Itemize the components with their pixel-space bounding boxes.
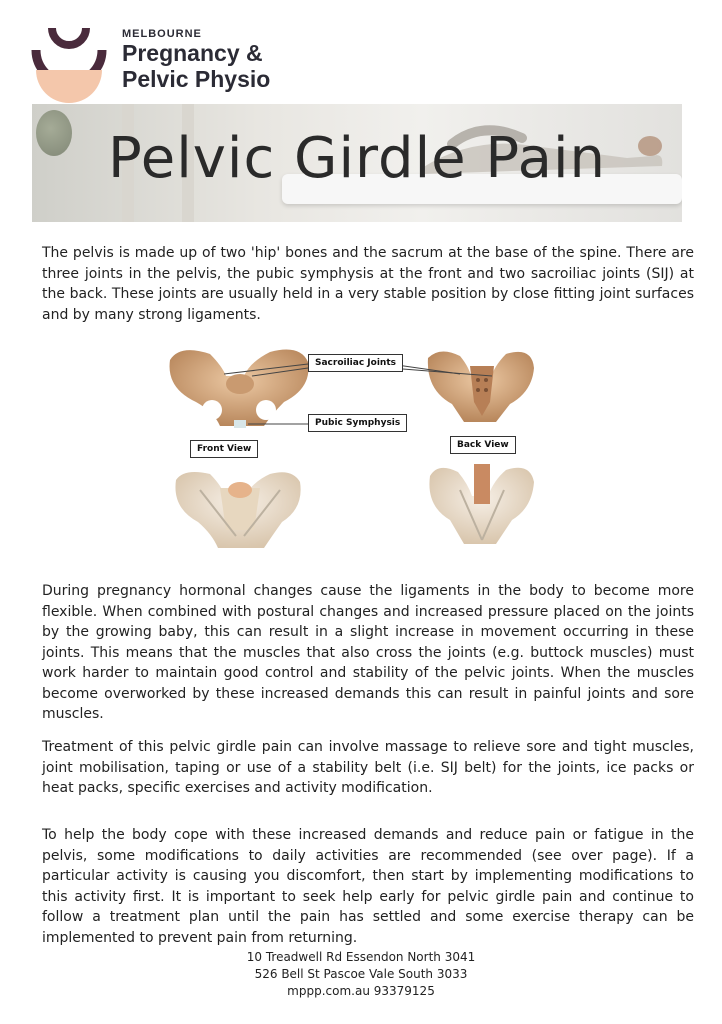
logo-text (122, 28, 270, 92)
front-ligament-image (175, 472, 300, 548)
pelvis-anatomy-figure (160, 340, 560, 560)
footer (0, 949, 722, 1000)
sacroiliac-joints-label: Sacroiliac Joints (308, 354, 403, 372)
logo-line-1: Pregnancy & (122, 40, 263, 66)
footer-address-2: 526 Bell St Pascoe Vale South 3033 (254, 967, 468, 981)
back-view-label: Back View (450, 436, 516, 454)
logo-mark-icon (30, 20, 108, 104)
hero-banner (32, 104, 682, 222)
treatment-paragraph: Treatment of this pelvic girdle pain can involve massage to relieve sore and tight muscles, joint mobilisation, taping or use of a stability belt (i.e. SIJ belt) for the joints, ice packs or heat packs, specific exercises and activity modification. (42, 739, 694, 796)
brand-logo (30, 20, 310, 104)
logo-small-text: MELBOURNE (122, 28, 202, 40)
pubic-symphysis-label: Pubic Symphysis (308, 414, 407, 432)
front-view-label: Front View (190, 440, 258, 458)
modification-paragraph: To help the body cope with these increased demands and reduce pain or fatigue in the pelvis, some modifications to daily activities are recommended (see over page). If a particular activity is causing you discomfort, then start by implementing modifications to this activity first. It is important to seek help early for pelvic girdle pain and continue to follow a treatment plan until the pain has settled and some exercise therapy can be implemented to prevent pain from returning. (42, 827, 694, 946)
front-pelvis-image (170, 350, 309, 428)
page-title: Pelvic Girdle Pain (107, 126, 607, 191)
footer-address-1: 10 Treadwell Rd Essendon North 3041 (246, 950, 476, 964)
back-ligament-image (429, 464, 534, 544)
logo-line-2: Pelvic Physio (122, 66, 271, 92)
pregnancy-paragraph: During pregnancy hormonal changes cause the ligaments in the body to become more flexible. When combined with postural changes and increased pressure placed on the joints by the growing baby, this can result in a slight increase in movement occurring in these joints. This means that the muscles that also cross the joints (e.g. buttock muscles) must work harder to maintain good control and stability of the pelvic joints. When the muscles become overworked by these increased demands this can result in painful joints and sore muscles. (42, 583, 694, 722)
intro-paragraph: The pelvis is made up of two 'hip' bones and the sacrum at the base of the spine. There are three joints in the pelvis, the pubic symphysis at the front and two sacroiliac joints (SIJ) at the back. These joints are usually held in a very stable position by close fitting joint surfaces and by many strong ligaments. (42, 245, 694, 323)
footer-contact: mppp.com.au 93379125 (287, 984, 435, 998)
back-pelvis-image (428, 351, 534, 422)
